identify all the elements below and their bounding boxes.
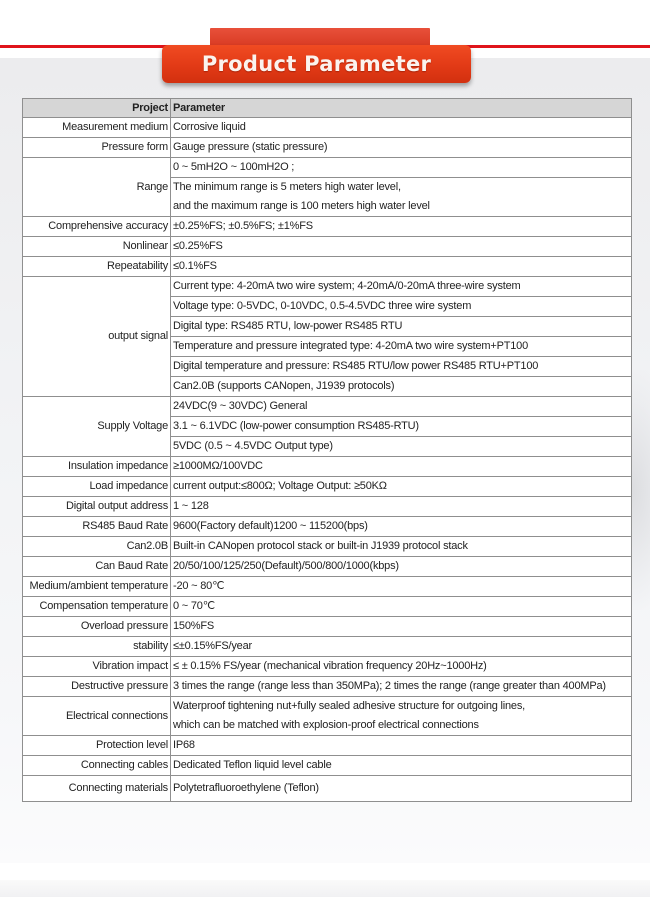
row-value: 3.1 ~ 6.1VDC (low-power consumption RS485-RTU) (171, 417, 632, 437)
row-value: Can2.0B (supports CANopen, J1939 protocols) (171, 377, 632, 397)
row-value: 3 times the range (range less than 350MPa); 2 times the range (range greater than 400MPa) (171, 677, 632, 697)
row-label: Medium/ambient temperature (23, 577, 171, 597)
row-value: 150%FS (171, 617, 632, 637)
row-value: ≥1000MΩ/100VDC (171, 457, 632, 477)
row-value: 0 ~ 5mH2O ~ 100mH2O ; (171, 158, 632, 178)
row-value: 0 ~ 70℃ (171, 597, 632, 617)
table-row (23, 237, 632, 257)
table-row (23, 257, 632, 277)
row-label: Comprehensive accuracy (23, 217, 171, 237)
row-label: Electrical connections (23, 697, 171, 736)
row-value: Digital type: RS485 RTU, low-power RS485 RTU (171, 317, 632, 337)
row-value-line: Waterproof tightening nut+fully sealed adhesive structure for outgoing lines, (173, 700, 525, 712)
table-row (23, 497, 632, 517)
table-row (23, 118, 632, 138)
table-row (23, 557, 632, 577)
row-value: Temperature and pressure integrated type: 4-20mA two wire system+PT100 (171, 337, 632, 357)
table-row (23, 756, 632, 776)
table-row (23, 617, 632, 637)
table-row (23, 637, 632, 657)
row-value: ±0.25%FS; ±0.5%FS; ±1%FS (171, 217, 632, 237)
row-value-line: which can be matched with explosion-proof electrical connections (173, 719, 479, 731)
row-label: Repeatability (23, 257, 171, 277)
row-value: -20 ~ 80℃ (171, 577, 632, 597)
table-row (23, 776, 632, 802)
row-label: Insulation impedance (23, 457, 171, 477)
row-value: Dedicated Teflon liquid level cable (171, 756, 632, 776)
row-label: Measurement medium (23, 118, 171, 138)
row-value: 1 ~ 128 (171, 497, 632, 517)
title-banner (162, 45, 471, 83)
table-row (23, 517, 632, 537)
row-value: 9600(Factory default)1200 ~ 115200(bps) (171, 517, 632, 537)
row-label: Nonlinear (23, 237, 171, 257)
table-row (23, 597, 632, 617)
row-value: ≤±0.15%FS/year (171, 637, 632, 657)
page-title: Product Parameter (201, 52, 432, 76)
row-value: ≤0.25%FS (171, 237, 632, 257)
row-value: IP68 (171, 736, 632, 756)
row-value: 20/50/100/125/250(Default)/500/800/1000(kbps) (171, 557, 632, 577)
row-value: Digital temperature and pressure: RS485 RTU/low power RS485 RTU+PT100 (171, 357, 632, 377)
table-row (23, 537, 632, 557)
table-row (23, 736, 632, 756)
row-label: stability (23, 637, 171, 657)
row-label: Pressure form (23, 138, 171, 158)
row-value: current output:≤800Ω; Voltage Output: ≥50KΩ (171, 477, 632, 497)
row-label: Load impedance (23, 477, 171, 497)
row-value: ≤0.1%FS (171, 257, 632, 277)
row-label: Vibration impact (23, 657, 171, 677)
row-label: Overload pressure (23, 617, 171, 637)
row-value-line: The minimum range is 5 meters high water level, (173, 181, 401, 193)
row-value-multiline (171, 178, 632, 217)
row-value: 24VDC(9 ~ 30VDC) General (171, 397, 632, 417)
row-value: Built-in CANopen protocol stack or built-in J1939 protocol stack (171, 537, 632, 557)
parameter-table (22, 98, 632, 802)
row-label: Can2.0B (23, 537, 171, 557)
table-row (23, 457, 632, 477)
row-label: Connecting materials (23, 776, 171, 802)
table-row (23, 577, 632, 597)
row-label: Connecting cables (23, 756, 171, 776)
row-label: Protection level (23, 736, 171, 756)
row-label: Range (23, 158, 171, 217)
table-row (23, 697, 632, 736)
row-label: Digital output address (23, 497, 171, 517)
column-header-project: Project (23, 99, 171, 118)
row-value-multiline (171, 697, 632, 736)
table-row (23, 158, 632, 178)
column-header-parameter: Parameter (171, 99, 632, 118)
row-label: Supply Voltage (23, 397, 171, 457)
table-row (23, 397, 632, 417)
table-header-row (23, 99, 632, 118)
table-row (23, 677, 632, 697)
table-row (23, 277, 632, 297)
row-label: Destructive pressure (23, 677, 171, 697)
row-value: ≤ ± 0.15% FS/year (mechanical vibration frequency 20Hz~1000Hz) (171, 657, 632, 677)
row-label: Compensation temperature (23, 597, 171, 617)
row-label: output signal (23, 277, 171, 397)
table-row (23, 217, 632, 237)
table-row (23, 657, 632, 677)
background-bottom (0, 880, 650, 897)
row-value: Voltage type: 0-5VDC, 0-10VDC, 0.5-4.5VDC three wire system (171, 297, 632, 317)
row-value: Gauge pressure (static pressure) (171, 138, 632, 158)
row-value: Polytetrafluoroethylene (Teflon) (171, 776, 632, 802)
row-label: Can Baud Rate (23, 557, 171, 577)
table-row (23, 477, 632, 497)
table-row (23, 138, 632, 158)
row-value-line: and the maximum range is 100 meters high water level (173, 200, 430, 212)
row-value: Corrosive liquid (171, 118, 632, 138)
row-value: Current type: 4-20mA two wire system; 4-20mA/0-20mA three-wire system (171, 277, 632, 297)
row-value: 5VDC (0.5 ~ 4.5VDC Output type) (171, 437, 632, 457)
row-label: RS485 Baud Rate (23, 517, 171, 537)
